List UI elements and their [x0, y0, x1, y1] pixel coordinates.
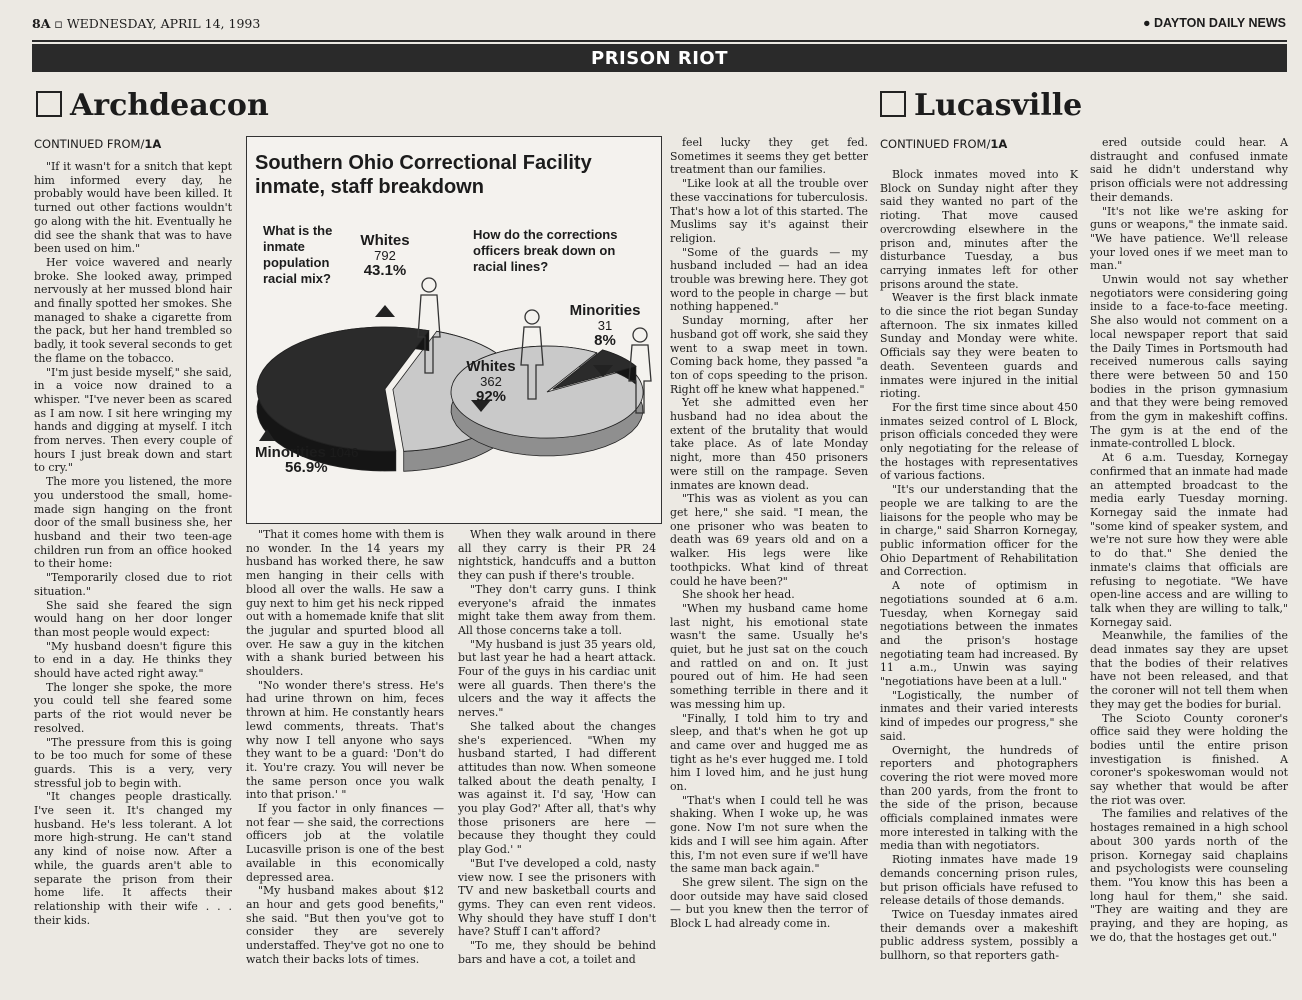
paragraph: "It changes people drastically. I've seen it. It's changed my husband. He's less tolerant. A lot more high-strung. He can't stand any kind of noise now. After a while, the guards aren't able to separate the prison from their home life. It affects their relationship with their wife . . . their kids.	[34, 790, 232, 927]
right-continued	[880, 137, 1007, 151]
question-inmates: What is the inmate population racial mix?	[263, 223, 333, 286]
left-continued	[34, 137, 161, 151]
section-banner	[32, 44, 1287, 72]
label-inmate-whites-pct: 43.1%	[363, 262, 407, 279]
question-officers: How do the corrections officers break down on racial lines?	[473, 227, 618, 274]
paragraph: For the first time since about 450 inmates seized control of L Block, prison officials conceded they were only negotiating for the release of the hostages with representatives of various factions.	[880, 400, 1078, 483]
paragraph: feel lucky they get fed. Sometimes it seems they get better treatment than our families.	[670, 136, 868, 177]
left-column-3	[458, 528, 656, 992]
label-officer-minorities-pct: 8%	[594, 332, 616, 349]
paragraph: She talked about the changes she's experienced. "When my husband started, I had different attitudes than now. When someone talked about the death penalty, I was against it. I'd say, 'How can you play God?' After all, that's why those prisoners are here — because they thought they could play God.' "	[458, 719, 656, 857]
label-officer-whites-name: Whites	[466, 358, 516, 375]
label-officer-minorities-count: 31	[597, 318, 613, 333]
paragraph: Twice on Tuesday inmates aired their demands over a makeshift public address system, possibly a bullhorn, so that reporters gath-	[880, 907, 1078, 963]
checkbox-icon	[36, 91, 62, 117]
paragraph: "Some of the guards — my husband included — had an idea trouble was brewing here. They got word to the people in charge — but nothing happened."	[670, 245, 868, 314]
label-officer-whites-count: 362	[480, 374, 502, 389]
right-column-2	[1090, 136, 1288, 992]
chart-title: Southern Ohio Correctional Facility inmate, staff breakdown	[255, 152, 592, 198]
page-number: 8A	[32, 16, 51, 31]
left-continued-label: CONTINUED FROM/	[34, 137, 145, 151]
paragraph: "No wonder there's stress. He's had urine thrown on him, feces thrown at him. He constantly hears lewd comments, threats. That's why now I tell anyone who says they want to be a guard: 'Don't do it. You're crazy. You will never be the same person once you walk into that prison.' "	[246, 678, 444, 802]
checkbox-icon	[880, 91, 906, 117]
paragraph: "Logistically, the number of inmates and their varied interests kind of impedes our progress," she said.	[880, 688, 1078, 743]
paragraph: She grew silent. The sign on the door outside may have said closed — but you knew then the terror of Block L had already come in.	[670, 875, 868, 931]
paragraph: Rioting inmates have made 19 demands concerning prison rules, but prison officials have refused to release details of those demands.	[880, 853, 1078, 908]
paragraph: Meanwhile, the families of the dead inmates say they are upset that the bodies of their relatives have not been released, and that the coroner will not tell them when they may get the bodies for burial.	[1090, 629, 1288, 711]
label-officer-minorities-name: Minorities	[569, 302, 641, 319]
right-continued-page: 1A	[990, 137, 1008, 151]
chart-box	[246, 136, 662, 524]
masthead-right: ● DAYTON DAILY NEWS	[1142, 16, 1286, 30]
paragraph: Yet she admitted even her husband had no idea about the extent of the brutality that would take place. As of late Monday night, more than 450 prisoners were still on the rampage. Seven inmates are known dead.	[670, 396, 868, 492]
paragraph: The more you listened, the more you understood the small, home-made sign hanging on the front door of the small business she, her husband and their two teen-age children run from an office hooked to their home:	[34, 475, 232, 571]
left-column-4	[670, 136, 868, 992]
paragraph: ered outside could hear. A distraught and confused inmate said he didn't understand why prison officials were not addressing their demands.	[1090, 136, 1288, 204]
paragraph: The families and relatives of the hostages remained in a high school about 300 yards north of the prison. Kornegay said chaplains and psychologists were counseling them. "You know this has been a long haul for them," she said. "They are waiting and they are praying, and they are hoping, as we do, that the hostages get out."	[1090, 807, 1288, 944]
top-rule	[32, 40, 1287, 42]
label-inmate-minorities	[255, 445, 395, 475]
paragraph: "To me, they should be behind bars and have a cot, a toilet and	[458, 939, 656, 966]
paragraph: "But I've developed a cold, nasty view now. I see the prisoners with TV and new basketball courts and gyms. They can even rent videos. Why should they have stuff I don't have? Stuff I can't afford?	[458, 856, 656, 939]
label-inmate-whites-name: Whites	[360, 232, 410, 249]
paragraph: A note of optimism in negotiations sounded at 6 a.m. Tuesday, when Kornegay said negotiations between the inmates and the prison's hostage negotiating team had increased. By 11 a.m., Unwin was saying "negotiations have been at a lull."	[880, 579, 1078, 689]
paragraph: Block inmates moved into K Block on Sunday night after they said they wanted no part of the rioting. That move caused overcrowding elsewhere in the prison and, minutes after the disturbance Tuesday, a bus carrying inmates left for other prisons around the state.	[880, 168, 1078, 291]
paragraph: The Scioto County coroner's office said they were holding the bodies until the entire prison investigation is finished. A coroner's spokeswoman would not say whether that would be after the riot was over.	[1090, 711, 1288, 807]
paragraph: "Finally, I told him to try and sleep, and that's when he got up and came over and hugged me as tight as he's ever hugged me. I told him I loved him, and he just hung on.	[670, 711, 868, 794]
left-continued-page: 1A	[144, 137, 162, 151]
right-continued-label: CONTINUED FROM/	[880, 137, 991, 151]
paragraph: "They don't carry guns. I think everyone's afraid the inmates might take them away from them. All those concerns take a toll.	[458, 582, 656, 637]
paragraph: "I'm just beside myself," she said, in a voice now drained to a whisper. "I've never been as scared as I am now. I sit here wringing my hands and digging at myself. I itch from nerves. Then every couple of hours I just break down and start to cry."	[34, 365, 232, 475]
section-banner-text: PRISON RIOT	[591, 48, 728, 69]
label-officer-whites-pct: 92%	[475, 388, 507, 405]
paragraph: "If it wasn't for a snitch that kept him informed every day, he probably would have been killed. It turned out other factions wouldn't go along with the hit. Eventually he did see the shank that was to have been used on him."	[34, 160, 232, 256]
label-inmate-whites	[355, 233, 415, 278]
paragraph: If you factor in only finances — not fear — she said, the corrections officers job at the volatile Lucasville prison is one of the best available in this economically depressed area.	[246, 802, 444, 884]
label-officer-whites	[461, 359, 521, 404]
label-inmate-minorities-count: 1046	[329, 445, 359, 460]
right-headline	[880, 88, 1082, 123]
paragraph: "My husband makes about $12 an hour and gets good benefits," she said. "But then you've got to consider they are severely understaffed. They've got no one to watch their backs lots of times.	[246, 884, 444, 966]
paragraph: "The pressure from this is going to be too much for some of these guards. This is a very, very stressful job to begin with.	[34, 735, 232, 790]
label-inmate-minorities-pct: 56.9%	[285, 459, 328, 476]
left-headline-text: Archdeacon	[70, 88, 269, 123]
date-line: WEDNESDAY, APRIL 14, 1993	[66, 16, 261, 31]
newspaper-name: DAYTON DAILY NEWS	[1154, 16, 1286, 30]
right-headline-text: Lucasville	[914, 88, 1083, 123]
paragraph: Overnight, the hundreds of reporters and photographers covering the riot were moved more than 200 yards, from the front to the side of the prison, because officials complained inmates were more interested in talking with the media than with negotiators.	[880, 743, 1078, 853]
paragraph: "That it comes home with them is no wonder. In the 14 years my husband has worked there, he saw men hanging in their cells with blood all over the walls. He saw a guy next to him get his neck ripped out with a homemade knife that slit the jugular and spurted blood all over. He saw a guy in the kitchen with a shank buried between his shoulders.	[246, 528, 444, 679]
paragraph: "This was as violent as you can get here," she said. "I mean, the one prisoner who was beaten to death was 69 years old and on a walker. His legs were like toothpicks. What kind of threat could he have been?"	[670, 492, 868, 588]
left-headline	[36, 88, 269, 123]
label-inmate-whites-count: 792	[374, 248, 396, 263]
paragraph: "My husband is just 35 years old, but last year he had a heart attack. Four of the guys in his cardiac unit were all guards. Then there's the ulcers and the way it affects the nerves."	[458, 637, 656, 720]
paragraph: "It's not like we're asking for guns or weapons," the inmate said. "We have patience. We'll release your loved ones if we meet man to man."	[1090, 204, 1288, 273]
paragraph: Weaver is the first black inmate to die since the riot began Sunday afternoon. The six inmates killed Sunday and Monday were white. Officials say they were beaten to death. Seventeen guards and inmates were injured in the initial rioting.	[880, 291, 1078, 401]
paragraph: "That's when I could tell he was shaking. When I woke up, he was gone. Now I'm not sure when the kids and I will see him again. After this, I'm not even sure if we'll have the same man back again."	[670, 793, 868, 876]
pointer-arrow-icon	[375, 305, 395, 317]
left-column-1	[34, 160, 232, 992]
left-column-2	[246, 528, 444, 992]
paragraph: Unwin would not say whether negotiators were considering going inside to a face-to-face meeting. She also would not comment on a local newspaper report that said the Daily Times in Portsmouth had received numerous calls saying there were between 50 and 150 bodies in the prison gymnasium and that they were being removed from the gym in makeshift coffins. The gym is at the end of the inmate-controlled L block.	[1090, 273, 1288, 451]
right-column-1	[880, 168, 1078, 992]
paragraph: At 6 a.m. Tuesday, Kornegay confirmed that an inmate had made an attempted broadcast to the media early Tuesday morning. Kornegay said the inmate had "some kind of speaker system, and we're not sure how they were able to do that." She denied the inmate's claims that officials are refusing to negotiate. "We have open-line access and are willing to talk when they are willing to talk," Kornegay said.	[1090, 451, 1288, 629]
label-officer-minorities	[565, 303, 645, 348]
masthead-left: 8A ▫ WEDNESDAY, APRIL 14, 1993	[32, 16, 261, 31]
paragraph: Sunday morning, after her husband got off work, she said they went to a swap meet in town. Coming back home, they passed "a ton of cops speeding to the prison. Right off he knew what happened."	[670, 314, 868, 396]
paragraph: "Temporarily closed due to riot situation."	[34, 571, 232, 598]
paragraph: "My husband doesn't figure this to end in a day. He thinks they should have acted right away."	[34, 639, 232, 681]
paragraph: "When my husband came home last night, his emotional state wasn't the same. Usually he's quiet, but he just sat on the couch and rattled on and on. It just poured out of him. He had seen something terrible in there and it was messing him up.	[670, 601, 868, 711]
paragraph: The longer she spoke, the more you could tell she feared some parts of the riot would never be resolved.	[34, 680, 232, 735]
paragraph: Her voice wavered and nearly broke. She looked away, primped nervously at her mussed blond hair and finally spotted her smokes. She managed to shake a cigarette from the pack, but her hand trembled so badly, it took several seconds to get the flame on the tobacco.	[34, 255, 232, 365]
paragraph: She shook her head.	[682, 588, 795, 602]
paragraph: When they walk around in there all they carry is their PR 24 nightstick, handcuffs and a button they can push if there's trouble.	[458, 528, 656, 583]
label-inmate-minorities-name: Minorities	[255, 444, 326, 461]
paragraph: "It's our understanding that the people we are talking to are the liaisons for the people who may be in charge," said Sharron Kornegay, public information officer for the Ohio Department of Rehabilitation and Correction.	[880, 483, 1078, 579]
paragraph: "Like look at all the trouble over these vaccinations for tuberculosis. That's how a lot of this started. The Muslims say it's against their religion.	[670, 177, 868, 245]
paragraph: She said she feared the sign would hang on her door longer than most people would expect:	[34, 598, 232, 639]
